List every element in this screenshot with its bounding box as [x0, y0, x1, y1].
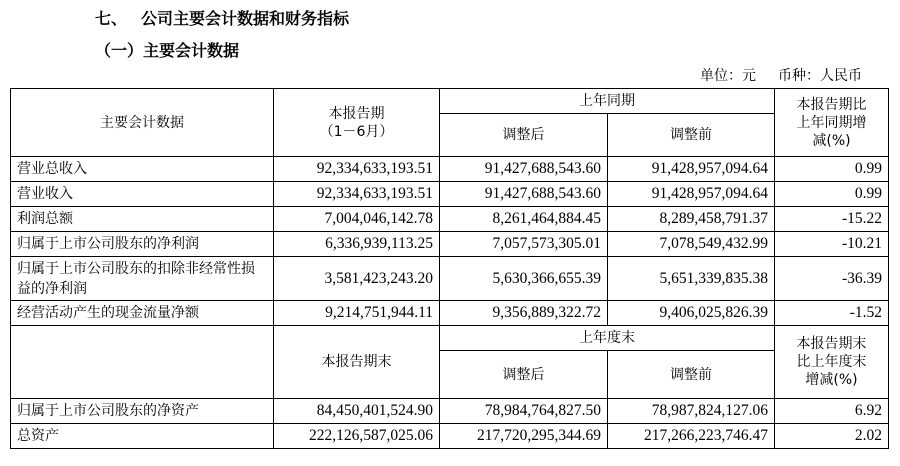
row-before: 9,406,025,826.39 — [608, 301, 775, 326]
table-row — [11, 207, 889, 232]
row-before: 5,651,339,835.38 — [608, 257, 775, 301]
row-adjusted: 78,984,764,827.50 — [440, 399, 608, 424]
row-change: -1.52 — [775, 301, 889, 326]
subsection-heading: （一）主要会计数据 — [95, 41, 240, 60]
row-current: 92,334,633,193.51 — [274, 182, 440, 207]
row-adjusted: 5,630,366,655.39 — [440, 257, 608, 301]
header2-change-line3: 增减(%) — [805, 372, 858, 388]
row-before: 217,266,223,746.47 — [608, 424, 775, 449]
section-title: 公司主要会计数据和财务指标 — [141, 9, 350, 28]
row-current: 9,214,751,944.11 — [274, 301, 440, 326]
row-before: 78,987,824,127.06 — [608, 399, 775, 424]
row-change: 2.02 — [775, 424, 889, 449]
row-label: 归属于上市公司股东的净资产 — [11, 399, 274, 424]
table-row — [11, 232, 889, 257]
row-label: 归属于上市公司股东的净利润 — [11, 232, 274, 257]
accounting-data-table — [10, 88, 889, 449]
row-adjusted: 91,427,688,543.60 — [440, 157, 608, 182]
row-current: 222,126,587,025.06 — [274, 424, 440, 449]
row-change: 0.99 — [775, 182, 889, 207]
row-change: -15.22 — [775, 207, 889, 232]
header-item: 主要会计数据 — [11, 89, 274, 157]
unit-label: 单位：元 — [700, 68, 756, 84]
header2-prior-year-end: 上年度末 — [440, 326, 775, 351]
header-current-line2: （1－6月） — [319, 123, 394, 140]
row-before: 8,289,458,791.37 — [608, 207, 775, 232]
header-adjusted: 调整后 — [440, 114, 608, 157]
currency-label: 币种：人民币 — [778, 68, 862, 84]
row-current: 3,581,423,243.20 — [274, 257, 440, 301]
section-number: 七、 — [95, 9, 128, 28]
row-change: -10.21 — [775, 232, 889, 257]
header-before-adjustment: 调整前 — [608, 114, 775, 157]
header2-item-empty — [11, 326, 274, 399]
row-current: 6,336,939,113.25 — [274, 232, 440, 257]
header-change-line1: 本报告期比 — [796, 96, 867, 113]
row-label: 利润总额 — [11, 207, 274, 232]
row-label: 归属于上市公司股东的扣除非经常性损益的净利润 — [11, 257, 274, 301]
unit-line — [696, 65, 862, 85]
table-row — [11, 301, 889, 326]
row-before: 91,428,957,094.64 — [608, 182, 775, 207]
row-current: 92,334,633,193.51 — [274, 157, 440, 182]
row-adjusted: 8,261,464,884.45 — [440, 207, 608, 232]
table-row — [11, 424, 889, 449]
header2-adjusted: 调整后 — [440, 351, 608, 399]
header-change-line2: 上年同期增 — [796, 114, 867, 131]
row-adjusted: 217,720,295,344.69 — [440, 424, 608, 449]
row-label: 经营活动产生的现金流量净额 — [11, 301, 274, 326]
row-current: 7,004,046,142.78 — [274, 207, 440, 232]
header-current-line1: 本报告期 — [328, 105, 385, 122]
row-label: 营业总收入 — [11, 157, 274, 182]
header-prior-period: 上年同期 — [440, 89, 775, 114]
header2-change-line1: 本报告期末 — [796, 336, 867, 352]
table-row — [11, 157, 889, 182]
row-adjusted: 9,356,889,322.72 — [440, 301, 608, 326]
table-row — [11, 182, 889, 207]
row-label: 营业收入 — [11, 182, 274, 207]
table-row — [11, 257, 889, 301]
row-change: 6.92 — [775, 399, 889, 424]
row-adjusted: 91,427,688,543.60 — [440, 182, 608, 207]
table-row — [11, 399, 889, 424]
header2-before-adjustment: 调整前 — [608, 351, 775, 399]
row-before: 91,428,957,094.64 — [608, 157, 775, 182]
row-change: 0.99 — [775, 157, 889, 182]
row-adjusted: 7,057,573,305.01 — [440, 232, 608, 257]
row-before: 7,078,549,432.99 — [608, 232, 775, 257]
header2-change — [775, 326, 889, 399]
header2-change-line2: 比上年度末 — [796, 354, 867, 370]
row-label: 总资产 — [11, 424, 274, 449]
row-current: 84,450,401,524.90 — [274, 399, 440, 424]
row-change: -36.39 — [775, 257, 889, 301]
section-heading — [95, 6, 349, 29]
header-current-period — [274, 89, 440, 157]
header-change — [775, 89, 889, 157]
header-change-line3: 减(%) — [812, 132, 851, 149]
header2-current-period-end: 本报告期末 — [274, 326, 440, 399]
